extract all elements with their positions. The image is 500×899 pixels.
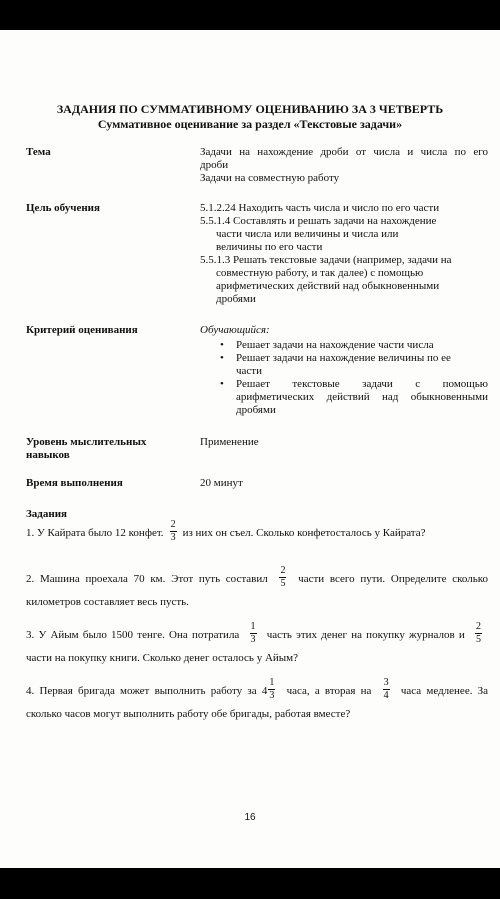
fraction-numerator: 2 — [280, 565, 286, 576]
goal-line: 5.5.1.4 Составлять и решать задачи на нахождение — [200, 215, 437, 227]
topic-label: Тема — [26, 146, 51, 158]
goal-value — [200, 202, 488, 306]
goal-line: величины по его части — [216, 241, 323, 253]
goal-line: 5.1.2.24 Находить часть числа и число по его части — [200, 202, 440, 214]
task-4-text: часа медленее. За — [400, 685, 489, 698]
task-1-text: 1. У Кайрата было 12 конфет. — [26, 527, 164, 540]
fraction-denominator: 4 — [383, 690, 389, 701]
goal-line: дробями — [216, 293, 256, 305]
tasks-heading: Задания — [26, 508, 67, 520]
task-4-text: часа, а вторая на — [286, 685, 372, 698]
fraction-denominator: 3 — [170, 532, 176, 543]
task-3-line2: части на покупку книги. Сколько денег осталось у Айым? — [26, 652, 299, 664]
criteria-item — [200, 339, 488, 352]
criteria-item-line: • Решает задачи на нахождение величины по ее — [236, 352, 451, 364]
criteria-intro: Обучающийся: — [200, 324, 270, 336]
page-number: 16 — [244, 812, 256, 823]
task-4-line2: сколько часов могут выполнить работу обе бригады, работая вместе? — [26, 708, 351, 720]
level-value: Применение — [200, 436, 259, 448]
fraction-numerator: 3 — [383, 677, 389, 688]
fraction-denominator: 5 — [280, 578, 286, 589]
fraction — [383, 678, 390, 701]
document-subtitle: Суммативное оценивание за раздел «Текстовые задачи» — [97, 117, 403, 131]
fraction — [268, 678, 275, 701]
goal-line: арифметических действий над обыкновенными — [216, 280, 440, 292]
criteria-label: Критерий оценивания — [26, 324, 138, 336]
goal-label: Цель обучения — [26, 202, 100, 214]
fraction-denominator: 3 — [269, 690, 275, 701]
criteria-item-line: части — [236, 365, 262, 377]
topic-line: дроби — [200, 159, 229, 171]
topic-line: Задачи на нахождение дроби от числа и числа по его — [200, 146, 488, 158]
mixed-number-whole: 4 — [261, 685, 268, 698]
task-4 — [26, 677, 489, 721]
criteria-item-line: • Решает задачи на нахождение части числа — [236, 339, 434, 351]
task-2-line2: километров составляет весь пусть. — [26, 596, 189, 608]
goal-line: 5.5.1.3 Решать текстовые задачи (например, задачи на — [200, 254, 452, 266]
goal-line: части числа или величины и числа или — [216, 228, 399, 240]
document-title: ЗАДАНИЯ ПО СУММАТИВНОМУ ОЦЕНИВАНИЮ ЗА 3 ЧЕТВЕРТЬ — [56, 102, 444, 116]
fraction-numerator: 2 — [476, 621, 482, 632]
fraction-denominator: 5 — [476, 634, 482, 645]
fraction-numerator: 1 — [269, 677, 275, 688]
fraction — [170, 520, 177, 543]
topic-line: Задачи на совместную работу — [200, 172, 340, 184]
fraction — [475, 622, 482, 645]
task-4-text: 4. Первая бригада может выполнить работу за — [26, 685, 257, 698]
criteria-item-line: арифметических действий над обыкновенными — [236, 391, 488, 403]
time-value: 20 минут — [200, 477, 243, 489]
task-3 — [26, 621, 488, 665]
level-label-line: Уровень мыслительных — [26, 436, 147, 448]
task-2-text: части всего пути. Определите сколько — [298, 573, 489, 586]
criteria-item — [200, 378, 488, 417]
level-label — [26, 436, 186, 462]
task-3-text: 3. У Айым было 1500 тенге. Она потратила — [26, 629, 240, 642]
fraction-numerator: 1 — [250, 621, 256, 632]
fraction — [279, 566, 286, 589]
criteria-item-line: дробями — [236, 404, 276, 416]
criteria-value — [200, 324, 488, 417]
fraction-denominator: 3 — [250, 634, 256, 645]
criteria-item-line: • Решает текстовые задачи с помощью — [236, 378, 488, 390]
task-1 — [26, 519, 488, 545]
fraction-numerator: 2 — [170, 519, 176, 530]
document-page — [0, 30, 500, 868]
fraction — [250, 622, 257, 645]
goal-line: совместную работу, и так далее) с помощью — [216, 267, 424, 279]
time-label: Время выполнения — [26, 477, 123, 489]
level-label-line: навыков — [26, 449, 70, 461]
task-2-text: 2. Машина проехала 70 км. Этот путь составил — [26, 573, 268, 586]
task-1-text: из них он съел. Сколько конфетосталось у Кайрата? — [182, 527, 426, 540]
criteria-item — [200, 352, 488, 378]
task-3-text: часть этих денег на покупку журналов и — [266, 629, 465, 642]
criteria-list — [200, 339, 488, 417]
topic-value — [200, 146, 488, 185]
task-2 — [26, 565, 489, 609]
